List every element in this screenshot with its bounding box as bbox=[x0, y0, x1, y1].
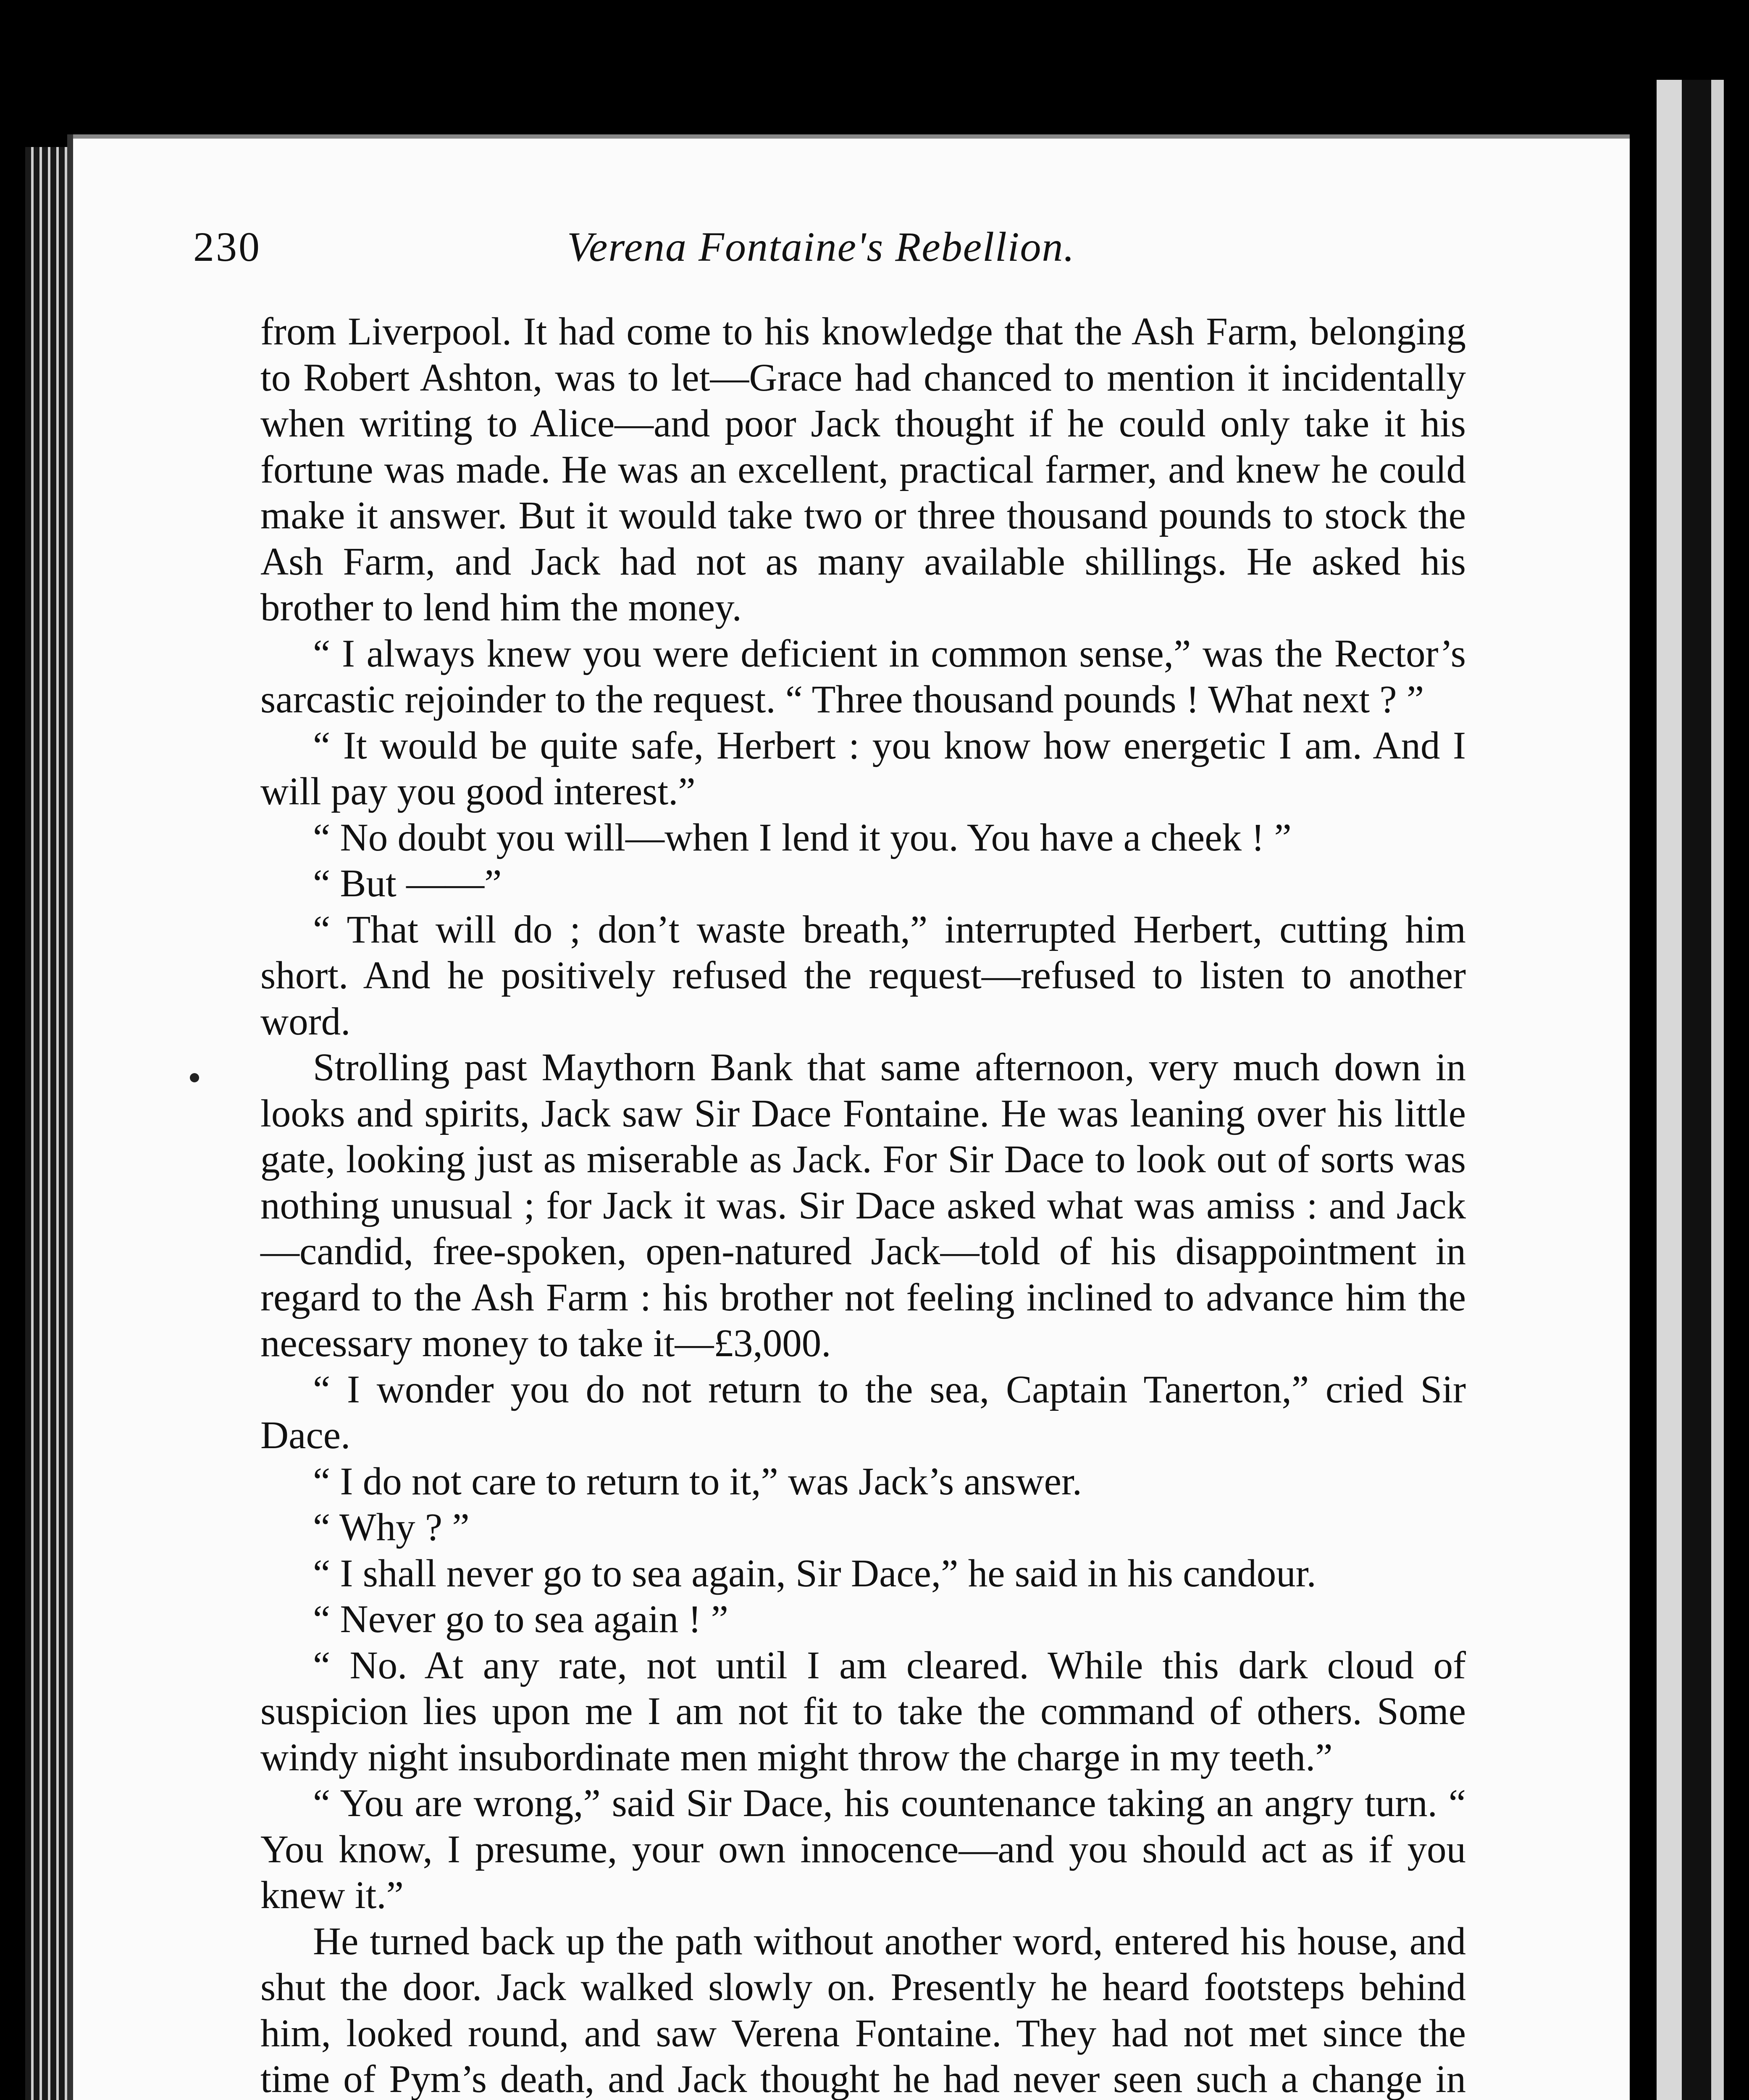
paragraph: “ But ——” bbox=[313, 862, 502, 905]
paragraph: “ No doubt you will—when I lend it you. You have a cheek ! ” bbox=[313, 816, 1292, 859]
paragraph: He turned back up the path without another word, entered his house, and shut the door. Jack walked slowly on. Presently he heard footsteps behind him, looked round, and saw Verena Fontaine. They had not met since the time of Pym’s death, and Jack thought he had never seen such a change in bbox=[260, 1919, 1466, 2100]
paragraph: “ Why ? ” bbox=[313, 1506, 470, 1549]
paragraph: “ It would be quite safe, Herbert : you know how energetic I am. And I will pay you good interest.” bbox=[260, 724, 1466, 813]
book-binding-edge bbox=[1657, 80, 1749, 2100]
running-head bbox=[193, 223, 1613, 273]
paragraph: “ That will do ; don’t waste breath,” interrupted Herbert, cutting him short. And he positively refused the request—refused to listen to another word. bbox=[260, 908, 1466, 1043]
paragraph: Strolling past Maythorn Bank that same afternoon, very much down in looks and spirits, Jack saw Sir Dace Fontaine. He was leaning over his little gate, looking just as miserable as Jack. For Sir Dace to look out of sorts was nothing unusual ; for Jack it was. Sir Dace asked what was amiss : and Jack—candid, free-spoken, open-natured Jack—told of his disappointment in regard to the Ash Farm : his brother not feeling inclined to advance him the necessary money to take it—£3,000. bbox=[260, 1046, 1466, 1365]
paragraph: from Liverpool. It had come to his knowledge that the Ash Farm, belonging to Robert Ashton, was to let—Grace had chanced to mention it incidentally when writing to Alice—and poor Jack thought if he could only take it his fortune was made. He was an excellent, practical farmer, and knew he could make it answer. But it would take two or three thousand pounds to stock the Ash Farm, and Jack had not as many available shillings. He asked his brother to lend him the money. bbox=[260, 310, 1466, 629]
page-number: 230 bbox=[193, 223, 261, 270]
running-title: Verena Fontaine's Rebellion. bbox=[567, 223, 1075, 270]
paragraph: “ You are wrong,” said Sir Dace, his countenance taking an angry turn. “ You know, I presume, your own innocence—and you should act as if you knew it.” bbox=[260, 1782, 1466, 1917]
ink-spot bbox=[190, 1073, 199, 1082]
paragraph: “ No. At any rate, not until I am cleared. While this dark cloud of suspicion lies upon me I am not fit to take the command of others. Some windy night insubordinate men might throw the charge in my teeth.” bbox=[260, 1643, 1466, 1779]
body-text bbox=[260, 309, 1466, 2100]
paragraph: “ I shall never go to sea again, Sir Dace,” he said in his candour. bbox=[313, 1551, 1316, 1595]
paragraph: “ Never go to sea again ! ” bbox=[313, 1598, 728, 1641]
paragraph: “ I do not care to return to it,” was Jack’s answer. bbox=[313, 1460, 1082, 1503]
paragraph: “ I always knew you were deficient in common sense,” was the Rector’s sarcastic rejoinder to the request. “ Three thousand pounds ! What next ? ” bbox=[260, 632, 1466, 721]
paragraph: “ I wonder you do not return to the sea, Captain Tanerton,” cried Sir Dace. bbox=[260, 1368, 1466, 1457]
